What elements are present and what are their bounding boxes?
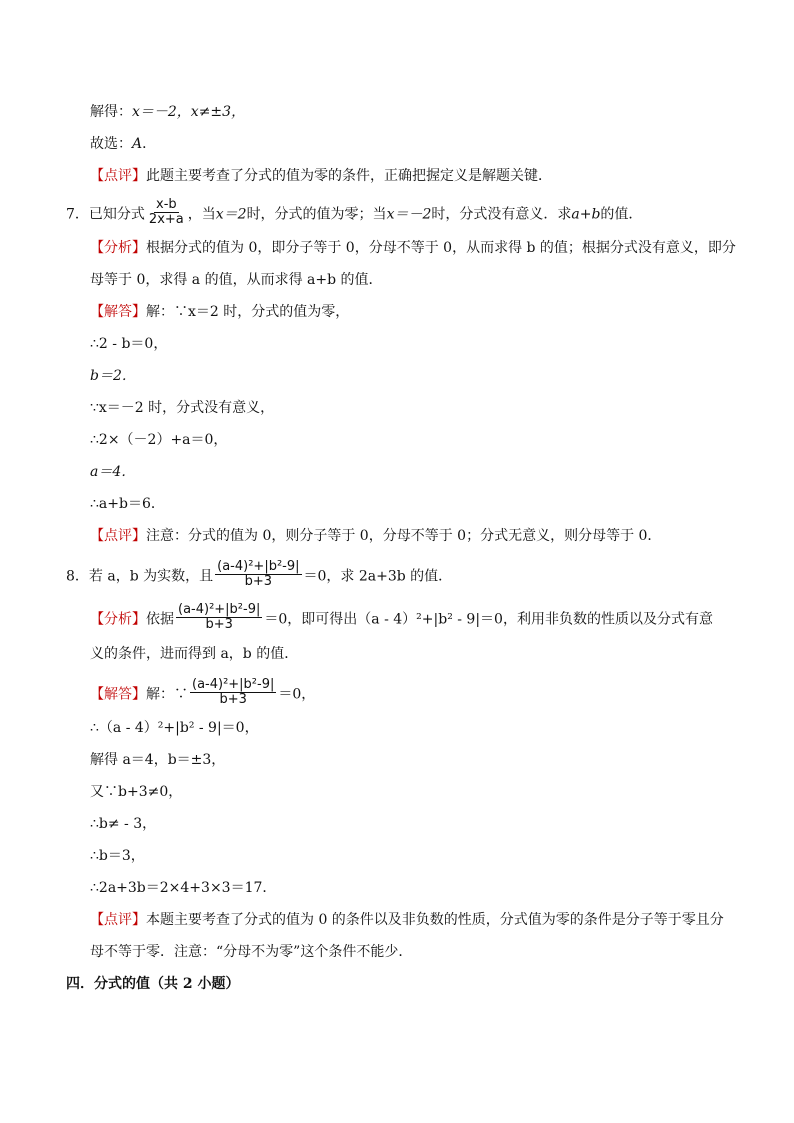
fraction	[190, 678, 276, 707]
text: ∴2 - b＝0，	[90, 336, 168, 352]
fraction	[215, 560, 301, 589]
question-number: 8．	[66, 568, 89, 585]
text: ＝0，即可得出（a - 4）²+|b² - 9|＝0，利用非负数的性质以及分式有意	[264, 611, 713, 628]
text: ∴b≠ - 3，	[90, 816, 157, 832]
comment-tag: 【点评】	[90, 528, 146, 544]
solution-line	[90, 462, 135, 482]
comment-tag: 【点评】	[90, 168, 146, 184]
section-heading	[66, 974, 240, 994]
answer-line	[90, 134, 156, 154]
comment-tag: 【点评】	[90, 912, 146, 928]
analysis-line	[90, 238, 736, 258]
solution-tag: 【解答】	[90, 686, 146, 703]
solution-line	[90, 366, 136, 386]
text: 依据	[146, 611, 174, 628]
comment-line	[90, 166, 552, 186]
math-text: x＝－2	[386, 206, 432, 223]
analysis-line	[90, 270, 383, 290]
solution-line	[90, 334, 167, 354]
solution-line	[90, 718, 259, 738]
text: 根据分式的值为 0，即分子等于 0，分母不等于 0，从而求得 b 的值；根据分式没有意义，即分	[146, 240, 736, 256]
comment-line	[90, 942, 412, 962]
math-text: a+b	[571, 206, 601, 223]
text: 时，分式的值为零；当	[246, 206, 387, 223]
text: 解：∵x＝2 时，分式的值为零，	[146, 304, 350, 320]
solution-line	[90, 750, 225, 770]
text: ＝0，	[278, 686, 316, 703]
fraction-numerator: x-b	[156, 197, 177, 212]
solution-line	[90, 782, 182, 802]
text: 解：∵	[146, 686, 188, 703]
solution-line	[90, 102, 245, 122]
text: 若 a，b 为实数，且	[88, 568, 214, 585]
solution-line	[90, 430, 227, 450]
text: ．	[142, 136, 157, 152]
math-text: x＝2	[215, 206, 247, 223]
analysis-tag: 【分析】	[90, 240, 146, 256]
comment-line	[90, 526, 661, 546]
solution-line	[90, 846, 145, 866]
question-number: 7．	[66, 206, 89, 223]
text: 母不等于零．注意：“分母不为零”这个条件不能少．	[90, 944, 413, 960]
question-7	[66, 197, 643, 227]
fraction-numerator: (a-4)²+|b²-9|	[192, 677, 275, 692]
answer-option: A	[132, 136, 143, 152]
text: 注意：分式的值为 0，则分子等于 0，分母不等于 0；分式无意义，则分母等于 0．	[146, 528, 662, 544]
text: 又∵b+3≠0，	[90, 784, 183, 800]
text: 已知分式	[88, 206, 145, 223]
text: ＝0，求 2a+3b 的值．	[303, 568, 453, 585]
analysis-tag: 【分析】	[90, 611, 146, 628]
math-text: x＝－2，x≠±3，	[132, 104, 246, 120]
text: ∴2×（－2）+a＝0，	[90, 432, 228, 448]
text: 母等于 0，求得 a 的值，从而求得 a+b 的值．	[90, 272, 383, 288]
text: 本题主要考查了分式的值为 0 的条件以及非负数的性质，分式值为零的条件是分子等于零且分	[146, 912, 724, 928]
math-text: b＝2．	[90, 368, 136, 384]
fraction-numerator: (a-4)²+|b²-9|	[178, 602, 261, 617]
text: 解得：	[90, 104, 132, 120]
analysis-line	[90, 602, 713, 632]
text: 此题主要考查了分式的值为零的条件，正确把握定义是解题关键．	[146, 168, 552, 184]
fraction-denominator: b+3	[205, 617, 233, 632]
question-8	[66, 559, 453, 589]
text: ∴（a - 4）²+|b² - 9|＝0，	[90, 720, 259, 736]
text: 时，分式没有意义．求	[431, 206, 572, 223]
text: ，当	[187, 206, 216, 223]
fraction-numerator: (a-4)²+|b²-9|	[217, 559, 300, 574]
fraction-denominator: 2x+a	[148, 212, 184, 227]
text: 义的条件，进而得到 a，b 的值．	[90, 646, 299, 662]
fraction-denominator: b+3	[244, 574, 273, 589]
fraction	[176, 603, 262, 632]
fraction	[147, 198, 186, 227]
solution-tag: 【解答】	[90, 304, 146, 320]
text: 的值．	[600, 206, 643, 223]
solution-line	[90, 878, 276, 898]
analysis-line	[90, 644, 298, 664]
fraction-denominator: b+3	[219, 692, 247, 707]
text: ∵x＝－2 时，分式没有意义，	[90, 400, 275, 416]
solution-line	[90, 494, 165, 514]
text: 故选：	[90, 136, 132, 152]
text: ∴2a+3b＝2×4+3×3＝17．	[90, 880, 277, 896]
section-title: 四．分式的值（共 2 小题）	[66, 976, 240, 992]
solution-line	[90, 677, 316, 707]
solution-line	[90, 398, 274, 418]
math-text: a＝4．	[90, 464, 136, 480]
solution-line	[90, 302, 349, 322]
text: ∴a+b＝6．	[90, 496, 165, 512]
text: 解得 a＝4，b＝±3，	[90, 752, 226, 768]
text: ∴b＝3，	[90, 848, 145, 864]
solution-line	[90, 814, 156, 834]
comment-line	[90, 910, 724, 930]
